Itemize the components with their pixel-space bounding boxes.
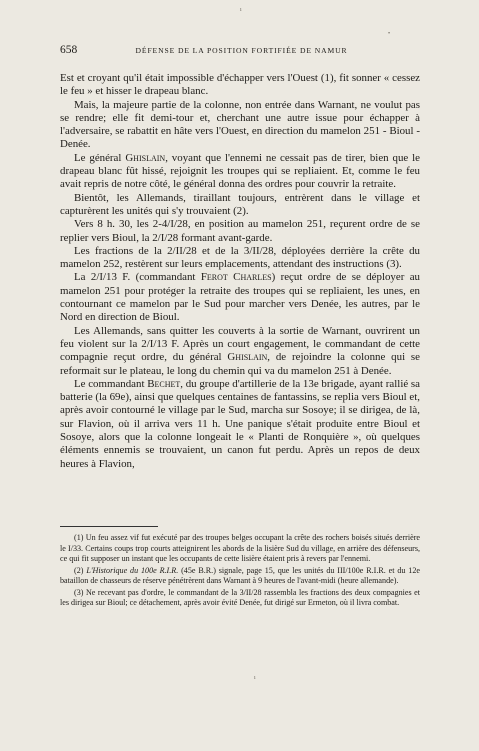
footnote <box>60 566 420 587</box>
paragraph-text: Le commandant <box>74 377 148 390</box>
paragraph <box>60 271 420 324</box>
paragraph-text: La 2/I/13 F. (commandant <box>74 271 201 284</box>
running-head: DÉFENSE DE LA POSITION FORTIFIÉE DE NAMUR <box>135 46 348 55</box>
paragraph-text: ) reçut ordre de se déployer au mamelon 251 pour protéger la retraite des troupes qui se repliaient, les unes, en contournant ce mamelon par le Sud pour marcher vers Denée, les autres, par le Nord en direction de Bioul. <box>60 271 420 324</box>
page-header <box>60 44 419 56</box>
page-number: 658 <box>60 44 78 56</box>
paragraph: Vers 8 h. 30, les 2-4/I/28, en position au mamelon 251, reçurent ordre de se replier vers Bioul, la 2/I/28 formant avant-garde. <box>60 218 420 244</box>
paragraph <box>60 378 420 471</box>
person-name: Ghislain <box>125 151 166 164</box>
footnotes <box>60 533 420 610</box>
scan-mark: ı <box>254 675 256 681</box>
cited-title: L'Historique du 100e R.I.R. <box>86 565 179 575</box>
footnote-text: (2) <box>74 565 87 575</box>
scan-mark: ı <box>240 7 242 13</box>
paragraph-text: , de rejoindre la colonne qui se reformait sur le plateau, le long du chemin qui va du mamelon 251 à Denée. <box>60 351 421 377</box>
paragraph-text: Les Allemands, sans quitter les couverts à la sortie de Warnant, ouvrirent un feu violent sur la 2/I/13 F. Après un court engagement, le commandant de cette compagnie reçut ordre, du général <box>60 324 420 364</box>
footnote: (1) Un feu assez vif fut exécuté par des troupes belges occupant la crête des rochers boisés situés derrière le I/33. Certains coups trop courts atteignirent les abords de la lisière Sud du village, en arrière des défenseurs, ce qui fit supposer un instant que les occupants de cette lisière étaient pris à revers par l'ennemi. <box>60 533 420 563</box>
paragraph: Les fractions de la 2/II/28 et de la 3/II/28, déployées derrière la crête du mamelon 252, restèrent sur leurs emplacements, attendant des instructions (3). <box>60 244 420 271</box>
paragraph: Est et croyant qu'il était impossible d'échapper vers l'Ouest (1), fit sonner « cessez le feu » et hisser le drapeau blanc. <box>60 72 420 98</box>
paragraph <box>60 152 420 192</box>
paragraph-text: Mais, la majeure partie de la colonne, non entrée dans Warnant, ne voulut pas se rendre; elle fit demi-tour et, cherchant une autre issue pour échapper à l'adversaire, se rabattit en hâte vers l'Ouest, en direction du mamelon 251 - Bioul - Denée. <box>60 98 420 151</box>
paragraph <box>60 99 420 152</box>
paragraph: Bientôt, les Allemands, tiraillant toujours, entrèrent dans le village et capturèrent les unités qui s'y trouvaient (2). <box>60 191 420 217</box>
footnote: (3) Ne recevant pas d'ordre, le commandant de la 3/II/28 rassembla les fractions des deux compagnies et les dirigea sur Bioul; ce détachement, après avoir évité Denée, fut dirigé sur Ermeton, où il livra combat. <box>60 587 420 607</box>
person-name: Ghislain <box>227 351 268 364</box>
scan-mark: • <box>388 31 391 37</box>
paragraph-text: Le général <box>74 151 126 164</box>
paragraph-text: , du groupe d'artillerie de la 13e brigade, ayant rallié sa batterie (la 69e), ainsi que quelques centaines de fantassins, se replia vers Bioul et, après avoir contourné le village par le Sud, marcha sur Sosoye; il se dirigea, de là, sur Flavion, où il arriva vers 11 h. Une panique s'était produite entre Bioul et Sosoye, alors que la colonne longeait le « Planti de Ronquière », où quelques éléments ennemis se trouvaient, un canon fut perdu. Après un repos de deux heures à Flavion, <box>60 377 420 470</box>
footnote-text: (45e B.R.) signale, page 15, que les unités du III/100e R.I.R. et du 12e bataillon de chasseurs de réserve pénétrèrent dans Warnant à 9 heures de l'avant-midi (heure allemande). <box>60 565 420 585</box>
footnote-rule <box>60 526 158 527</box>
person-name: Ferot Charles <box>200 271 272 284</box>
paragraph <box>60 325 420 378</box>
body-text <box>60 72 420 471</box>
paragraph-text: , voyant que l'ennemi ne cessait pas de tirer, bien que le drapeau blanc fût hissé, rejoignit les troupes qui se repliaient. Et, comme le feu avait repris de notre côté, le général donna des ordres pour couvrir la retraite. <box>60 151 420 191</box>
person-name: Bechet <box>147 377 181 390</box>
